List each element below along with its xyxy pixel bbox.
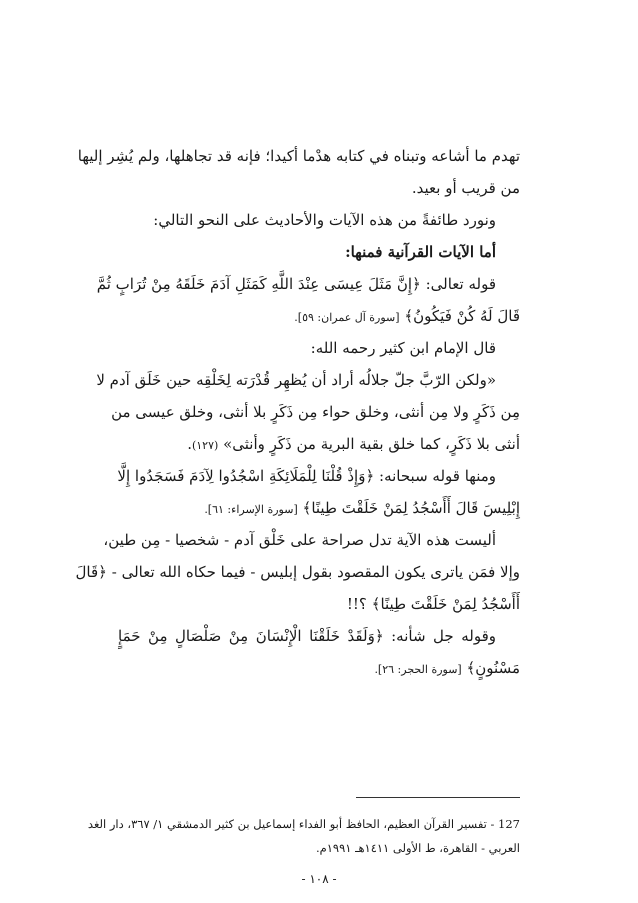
quran-verse-line bbox=[118, 652, 520, 684]
quran-verse-text: إِبْلِيسَ قَالَ أَأَسْجُدُ لِمَنْ خَلَقْتَ طِينًا﴾ bbox=[302, 499, 520, 517]
quote-line: «ولكن الرّبَّ جلّ جلالُه أراد أن يُظهِر قُدْرَته لِخَلْقِه حين خَلَق آدم لا bbox=[96, 371, 496, 389]
text-line: قال الإمام ابن كثير رحمه الله: bbox=[310, 339, 496, 357]
footnotes bbox=[87, 812, 520, 860]
footnote-marker: (١٢٧) bbox=[191, 439, 219, 452]
quran-verse-line: قوله تعالى: ﴿إِنَّ مَثَلَ عِيسَى عِنْدَ اللَّهِ كَمَثَلِ آدَمَ خَلَقَهُ مِنْ تُرَابٍ ثُمَّ bbox=[96, 275, 496, 293]
surah-reference: [سورة الحجر: ٢٦]. bbox=[374, 663, 462, 676]
quran-verse-line: ومنها قوله سبحانه: ﴿وَإِذْ قُلْنَا لِلْمَلَائِكَةِ اسْجُدُوا لِآدَمَ فَسَجَدُوا إِلَّا bbox=[117, 467, 496, 485]
main-text bbox=[75, 140, 520, 684]
text-line: ونورد طائفةً من هذه الآيات والأحاديث على النحو التالي: bbox=[153, 211, 496, 229]
quran-verse-text: مَسْنُونٍ﴾ bbox=[466, 659, 520, 677]
footnote-line: 127 - تفسير القرآن العظيم، الحافظ أبو الفداء إسماعيل بن كثير الدمشقي ١/ ٣٦٧، دار الغد bbox=[87, 817, 520, 831]
text-line: أليست هذه الآية تدل صراحة على خَلْق آدم - شخصيا - مِن طين، bbox=[103, 531, 496, 549]
text-line: من قريب أو بعيد. bbox=[411, 179, 520, 197]
quote-line: مِن ذَكَرٍ ولا مِن أنثى، وخلق حواء مِن ذَكَرٍ بلا أنثى، وخلق عيسى من bbox=[111, 403, 520, 421]
surah-reference: [سورة آل عمران: ٥٩]. bbox=[294, 311, 400, 324]
footnote-line: العربي - القاهرة، ط الأولى ١٤١١هـ ١٩٩١م. bbox=[315, 841, 520, 855]
section-heading: أما الآيات القرآنية فمنها: bbox=[345, 243, 496, 261]
quran-verse-line bbox=[118, 492, 520, 524]
quran-verse-text: قَالَ لَهُ كُنْ فَيَكُونُ﴾ bbox=[404, 307, 520, 325]
footnote-divider bbox=[356, 797, 520, 798]
text-line: وإلا فمَن ياترى يكون المقصود بقول إبليس - فيما حكاه الله تعالى - ﴿قَالَ bbox=[75, 563, 520, 581]
quran-verse-line: أَأَسْجُدُ لِمَنْ خَلَقْتَ طِينًا﴾ ؟!! bbox=[346, 595, 520, 613]
quote-end: . bbox=[187, 435, 192, 453]
text-line: تهدم ما أشاعه وتبناه في كتابه هدْما أكيدا؛ فإنه قد تجاهلها، ولم يُشِر إليها bbox=[77, 147, 520, 165]
quran-verse-line: وقوله جل شأنه: ﴿وَلَقَدْ خَلَقْنَا الْإِنْسَانَ مِنْ صَلْصَالٍ مِنْ حَمَإٍ bbox=[118, 627, 496, 645]
surah-reference: [سورة الإسراء: ٦١]. bbox=[204, 503, 298, 516]
quran-verse-line bbox=[118, 300, 520, 332]
page-number: - ١٠٨ - bbox=[301, 872, 337, 886]
quote-line bbox=[118, 428, 520, 460]
quote-text: أنثى بلا ذَكَرٍ، كما خلق بقية البرية من ذَكَرٍ وأنثى» bbox=[223, 435, 520, 453]
